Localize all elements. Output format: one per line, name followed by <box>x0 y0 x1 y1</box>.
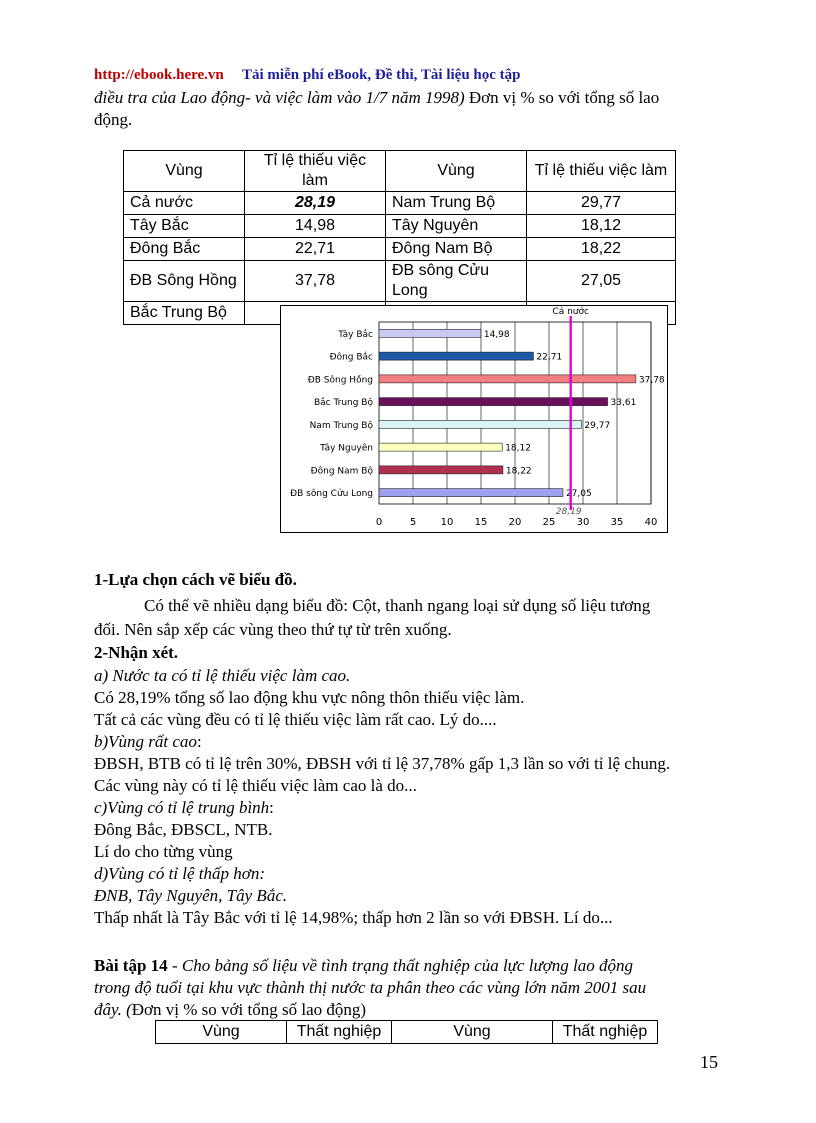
table-header: Vùng <box>392 1021 553 1044</box>
x-tick-label: 10 <box>440 517 454 528</box>
bar-value-label: 22,71 <box>536 352 563 363</box>
table-header: Vùng <box>386 151 527 192</box>
exercise-14-line-1: Bài tập 14 - Cho bảng số liệu về tình trạng thất nghiệp của lực lượng lao động <box>94 956 634 975</box>
bar-value-label: 18,12 <box>505 443 531 454</box>
table-header: Vùng <box>124 151 245 192</box>
table-cell: Đông Nam Bộ <box>386 238 527 261</box>
point-b-title: b)Vùng rất cao: <box>94 732 202 751</box>
table-row <box>124 261 676 302</box>
intro-line-1: điều tra của Lao động- và việc làm vào 1/7 năm 1998) Đơn vị % so với tổng số lao <box>94 88 660 107</box>
table-cell: 27,05 <box>527 261 676 302</box>
point-a-line-2: Tất cả các vùng đều có tỉ lệ thiếu việc làm rất cao. Lý do.... <box>94 710 497 729</box>
bar <box>379 466 503 474</box>
bar-value-label: 33,61 <box>610 398 637 409</box>
header-url[interactable]: http://ebook.here.vn <box>94 67 224 83</box>
header-tagline: Tải miễn phí eBook, Đề thi, Tài liệu học tập <box>241 67 521 83</box>
bar-value-label: 37,78 <box>638 375 665 386</box>
table-header-row <box>156 1021 658 1044</box>
reference-value-label: 28,19 <box>555 507 582 517</box>
point-c-line-1: Đông Bắc, ĐBSCL, NTB. <box>94 820 273 839</box>
x-tick-label: 25 <box>542 517 556 528</box>
table-row <box>124 192 676 215</box>
unemployment-table <box>123 150 676 325</box>
x-tick-label: 30 <box>576 517 590 528</box>
x-tick-label: 40 <box>644 517 658 528</box>
table-cell: 37,78 <box>245 261 386 302</box>
point-c-title: c)Vùng có tỉ lệ trung bình: <box>94 798 274 817</box>
point-d-line-2: Thấp nhất là Tây Bắc với tỉ lệ 14,98%; thấp hơn 2 lần so với ĐBSH. Lí do... <box>94 908 613 927</box>
category-label: Tây Bắc <box>338 329 373 340</box>
category-label: Nam Trung Bộ <box>309 420 373 431</box>
point-a-title: a) Nước ta có tỉ lệ thiếu việc làm cao. <box>94 666 351 685</box>
bar <box>379 398 608 406</box>
table-row <box>124 215 676 238</box>
category-label: Bắc Trung Bộ <box>313 398 373 409</box>
x-tick-label: 20 <box>508 517 522 528</box>
point-b-line-2: Các vùng này có tỉ lệ thiếu việc làm cao là do... <box>94 776 417 795</box>
table-cell: Tây Bắc <box>124 215 245 238</box>
category-label: Tây Nguyên <box>320 443 373 454</box>
page-number: 15 <box>700 1052 718 1072</box>
bar <box>379 420 581 428</box>
table-cell: 14,98 <box>245 215 386 238</box>
table-row <box>124 238 676 261</box>
x-tick-label: 35 <box>610 517 624 528</box>
bar-chart-frame <box>280 305 668 533</box>
category-label: Đông Bắc <box>329 352 373 363</box>
table-cell: ĐB Sông Hồng <box>124 261 245 302</box>
x-tick-label: 0 <box>375 517 383 528</box>
page-header <box>94 64 521 85</box>
table-cell: Đông Bắc <box>124 238 245 261</box>
table-header: Thất nghiệp <box>553 1021 658 1044</box>
bar <box>379 329 481 337</box>
section-1-title: 1-Lựa chọn cách vẽ biểu đồ. <box>94 570 297 589</box>
table-cell: Cả nước <box>124 192 245 215</box>
bar-value-label: 29,77 <box>584 420 611 431</box>
point-d-line-1: ĐNB, Tây Nguyên, Tây Bắc. <box>94 886 288 905</box>
exercise-14-label: Bài tập 14 <box>94 956 168 975</box>
table-header: Vùng <box>156 1021 287 1044</box>
exercise-14-line-2: trong độ tuổi tại khu vực thành thị nước ta phân theo các vùng lớn năm 2001 sau <box>94 978 647 997</box>
category-label: ĐB sông Cửu Long <box>290 489 373 500</box>
x-tick-label: 15 <box>474 517 488 528</box>
table-cell: Tây Nguyên <box>386 215 527 238</box>
point-d-title: d)Vùng có tỉ lệ thấp hơn: <box>94 864 266 883</box>
table-cell: Bắc Trung Bộ <box>124 302 245 325</box>
table-cell: 22,71 <box>245 238 386 261</box>
table-header: Tỉ lệ thiếu việc làm <box>245 151 386 192</box>
table-cell: 29,77 <box>527 192 676 215</box>
table-cell: 18,12 <box>527 215 676 238</box>
section-2-title: 2-Nhận xét. <box>94 643 179 662</box>
bar-value-label: 18,22 <box>505 466 532 477</box>
table-cell: 28,19 <box>245 192 386 215</box>
table-header: Tỉ lệ thiếu việc làm <box>527 151 676 192</box>
point-b-line-1: ĐBSH, BTB có tỉ lệ trên 30%, ĐBSH với tỉ lệ 37,78% gấp 1,3 lần so với tỉ lệ chung. <box>94 754 671 773</box>
table-cell: 18,22 <box>527 238 676 261</box>
bar-chart <box>281 306 667 532</box>
table-header-row <box>124 151 676 192</box>
point-a-line-1: Có 28,19% tổng số lao động khu vực nông thôn thiếu việc làm. <box>94 688 525 707</box>
reference-label: Cả nước <box>552 307 589 317</box>
urban-unemployment-table <box>155 1020 658 1044</box>
x-tick-label: 5 <box>409 517 417 528</box>
bar <box>379 375 636 383</box>
table-cell: ĐB sông Cửu Long <box>386 261 527 302</box>
bar <box>379 352 533 360</box>
bar <box>379 443 502 451</box>
section-1-para-1: Có thể vẽ nhiều dạng biểu đồ: Cột, thanh ngang loại sử dụng số liệu tương <box>144 596 651 615</box>
bar <box>379 489 563 497</box>
category-label: ĐB Sông Hồng <box>307 375 373 386</box>
exercise-14-line-3: đây. (Đơn vị % so với tổng số lao động) <box>94 1000 367 1019</box>
category-label: Đông Nam Bộ <box>310 466 373 477</box>
section-1-para-2: đối. Nên sắp xếp các vùng theo thứ tự từ trên xuống. <box>94 620 452 639</box>
table-cell: Nam Trung Bộ <box>386 192 527 215</box>
table-header: Thất nghiệp <box>287 1021 392 1044</box>
point-c-line-2: Lí do cho từng vùng <box>94 842 233 861</box>
bar-value-label: 14,98 <box>483 329 510 340</box>
bar-value-label: 27,05 <box>565 489 592 500</box>
intro-line-2: động. <box>94 110 133 129</box>
